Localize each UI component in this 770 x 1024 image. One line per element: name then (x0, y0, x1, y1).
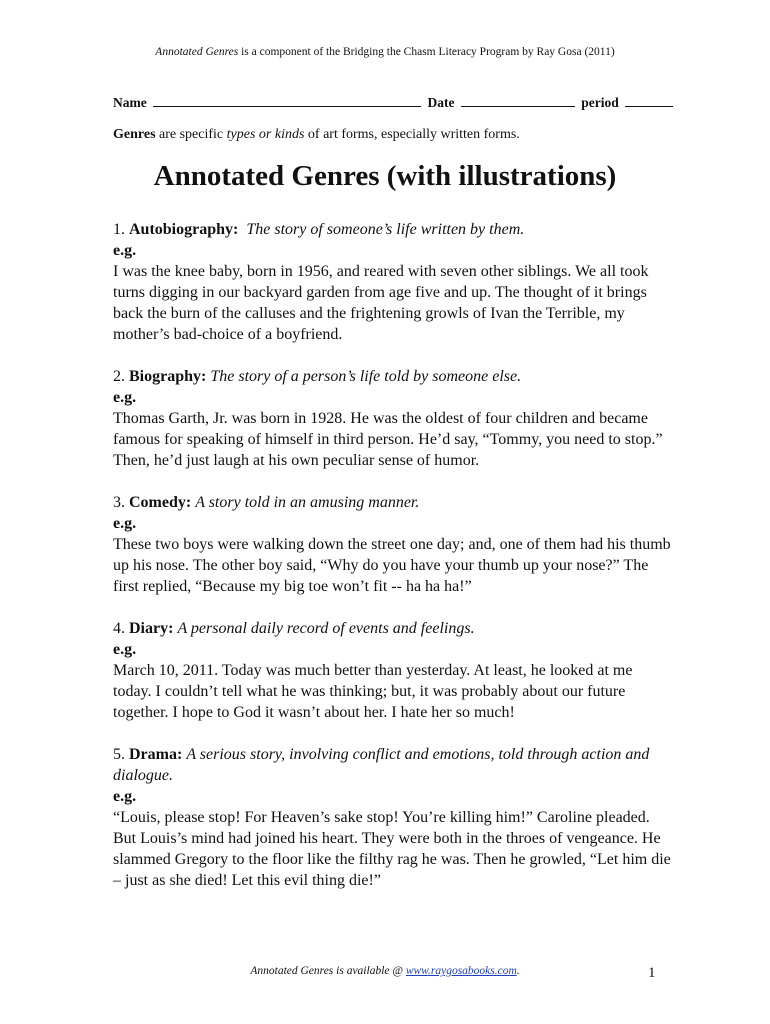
entry-number: 1. (113, 221, 125, 238)
entry-number: 3. (113, 494, 125, 511)
name-label: Name (113, 95, 147, 110)
website-link[interactable]: www.raygosabooks.com (405, 965, 517, 977)
period-field[interactable] (625, 94, 673, 107)
entry-number: 5. (113, 746, 125, 763)
entry-term: Diary: (129, 620, 174, 637)
entry-example: “Louis, please stop! For Heaven’s sake stop! You’re killing him!” Caroline pleaded. But Louis’s mind had joined his heart. They were both in the throes of vengeance. He slammed Gregory to the floor like the filthy rag he was. Then he growled, “Let him die – just as she died! Let this evil thing die!” (113, 809, 671, 889)
intro-term: Genres (113, 127, 156, 142)
genre-entry (113, 492, 673, 597)
genre-entry (113, 366, 673, 471)
footer-after: . (516, 965, 520, 977)
entry-eg: e.g. (113, 242, 137, 259)
period-label: period (581, 95, 619, 110)
genre-entry (113, 744, 673, 891)
entry-example: Thomas Garth, Jr. was born in 1928. He was the oldest of four children and became famous for speaking of himself in third person. He’d say, “Tommy, you need to stop.” Then, he’d just laugh at his own peculiar sense of humor. (113, 410, 663, 469)
entry-number: 2. (113, 368, 125, 385)
entry-eg: e.g. (113, 515, 137, 532)
entry-eg: e.g. (113, 641, 137, 658)
intro-part1: are specific (155, 127, 227, 142)
entry-term: Comedy: (129, 494, 192, 511)
entry-definition: A personal daily record of events and feelings. (177, 620, 475, 637)
date-field[interactable] (461, 94, 575, 107)
entry-eg: e.g. (113, 788, 137, 805)
genre-list (113, 219, 673, 912)
intro-italic: types or kinds (226, 127, 305, 142)
header-note (0, 46, 770, 58)
footer-text: Annotated Genres is available @ (250, 965, 406, 977)
entry-definition: The story of a person’s life told by someone else. (210, 368, 522, 385)
entry-number: 4. (113, 620, 125, 637)
entry-term: Drama: (129, 746, 183, 763)
intro-text (113, 127, 520, 143)
entry-definition: A serious story, involving conflict and emotions, told through action and dialogue. (113, 746, 650, 784)
name-field[interactable] (153, 94, 421, 107)
entry-term: Autobiography: (129, 221, 239, 238)
date-label: Date (427, 95, 455, 110)
entry-definition: A story told in an amusing manner. (195, 494, 420, 511)
form-line (113, 94, 676, 111)
page-number: 1 (648, 965, 656, 981)
entry-example: These two boys were walking down the street one day; and, one of them had his thumb up his nose. The other boy said, “Why do you have your thumb up your nose?” The first replied, “Because my big toe won’t fit -- ha ha ha!” (113, 536, 671, 595)
entry-term: Biography: (129, 368, 207, 385)
entry-eg: e.g. (113, 389, 137, 406)
genre-entry (113, 618, 673, 723)
entry-definition: The story of someone’s life written by them. (246, 221, 525, 238)
intro-part2: of art forms, especially written forms. (304, 127, 520, 142)
entry-example: I was the knee baby, born in 1956, and reared with seven other siblings. We all took turns digging in our backyard garden from age five and up. The thought of it brings back the burn of the calluses and the frightening growls of Ivan the Terrible, my mother’s bad-choice of a boyfriend. (113, 263, 649, 343)
genre-entry (113, 219, 673, 345)
page-title: Annotated Genres (with illustrations) (153, 160, 617, 192)
header-italic: Annotated Genres (155, 46, 239, 58)
entry-example: March 10, 2011. Today was much better than yesterday. At least, he looked at me today. I couldn’t tell what he was thinking; but, it was probably about our future together. I hope to God it wasn’t about her. I hate her so much! (113, 662, 633, 721)
header-rest: is a component of the Bridging the Chasm Literacy Program by Ray Gosa (2011) (238, 46, 615, 58)
